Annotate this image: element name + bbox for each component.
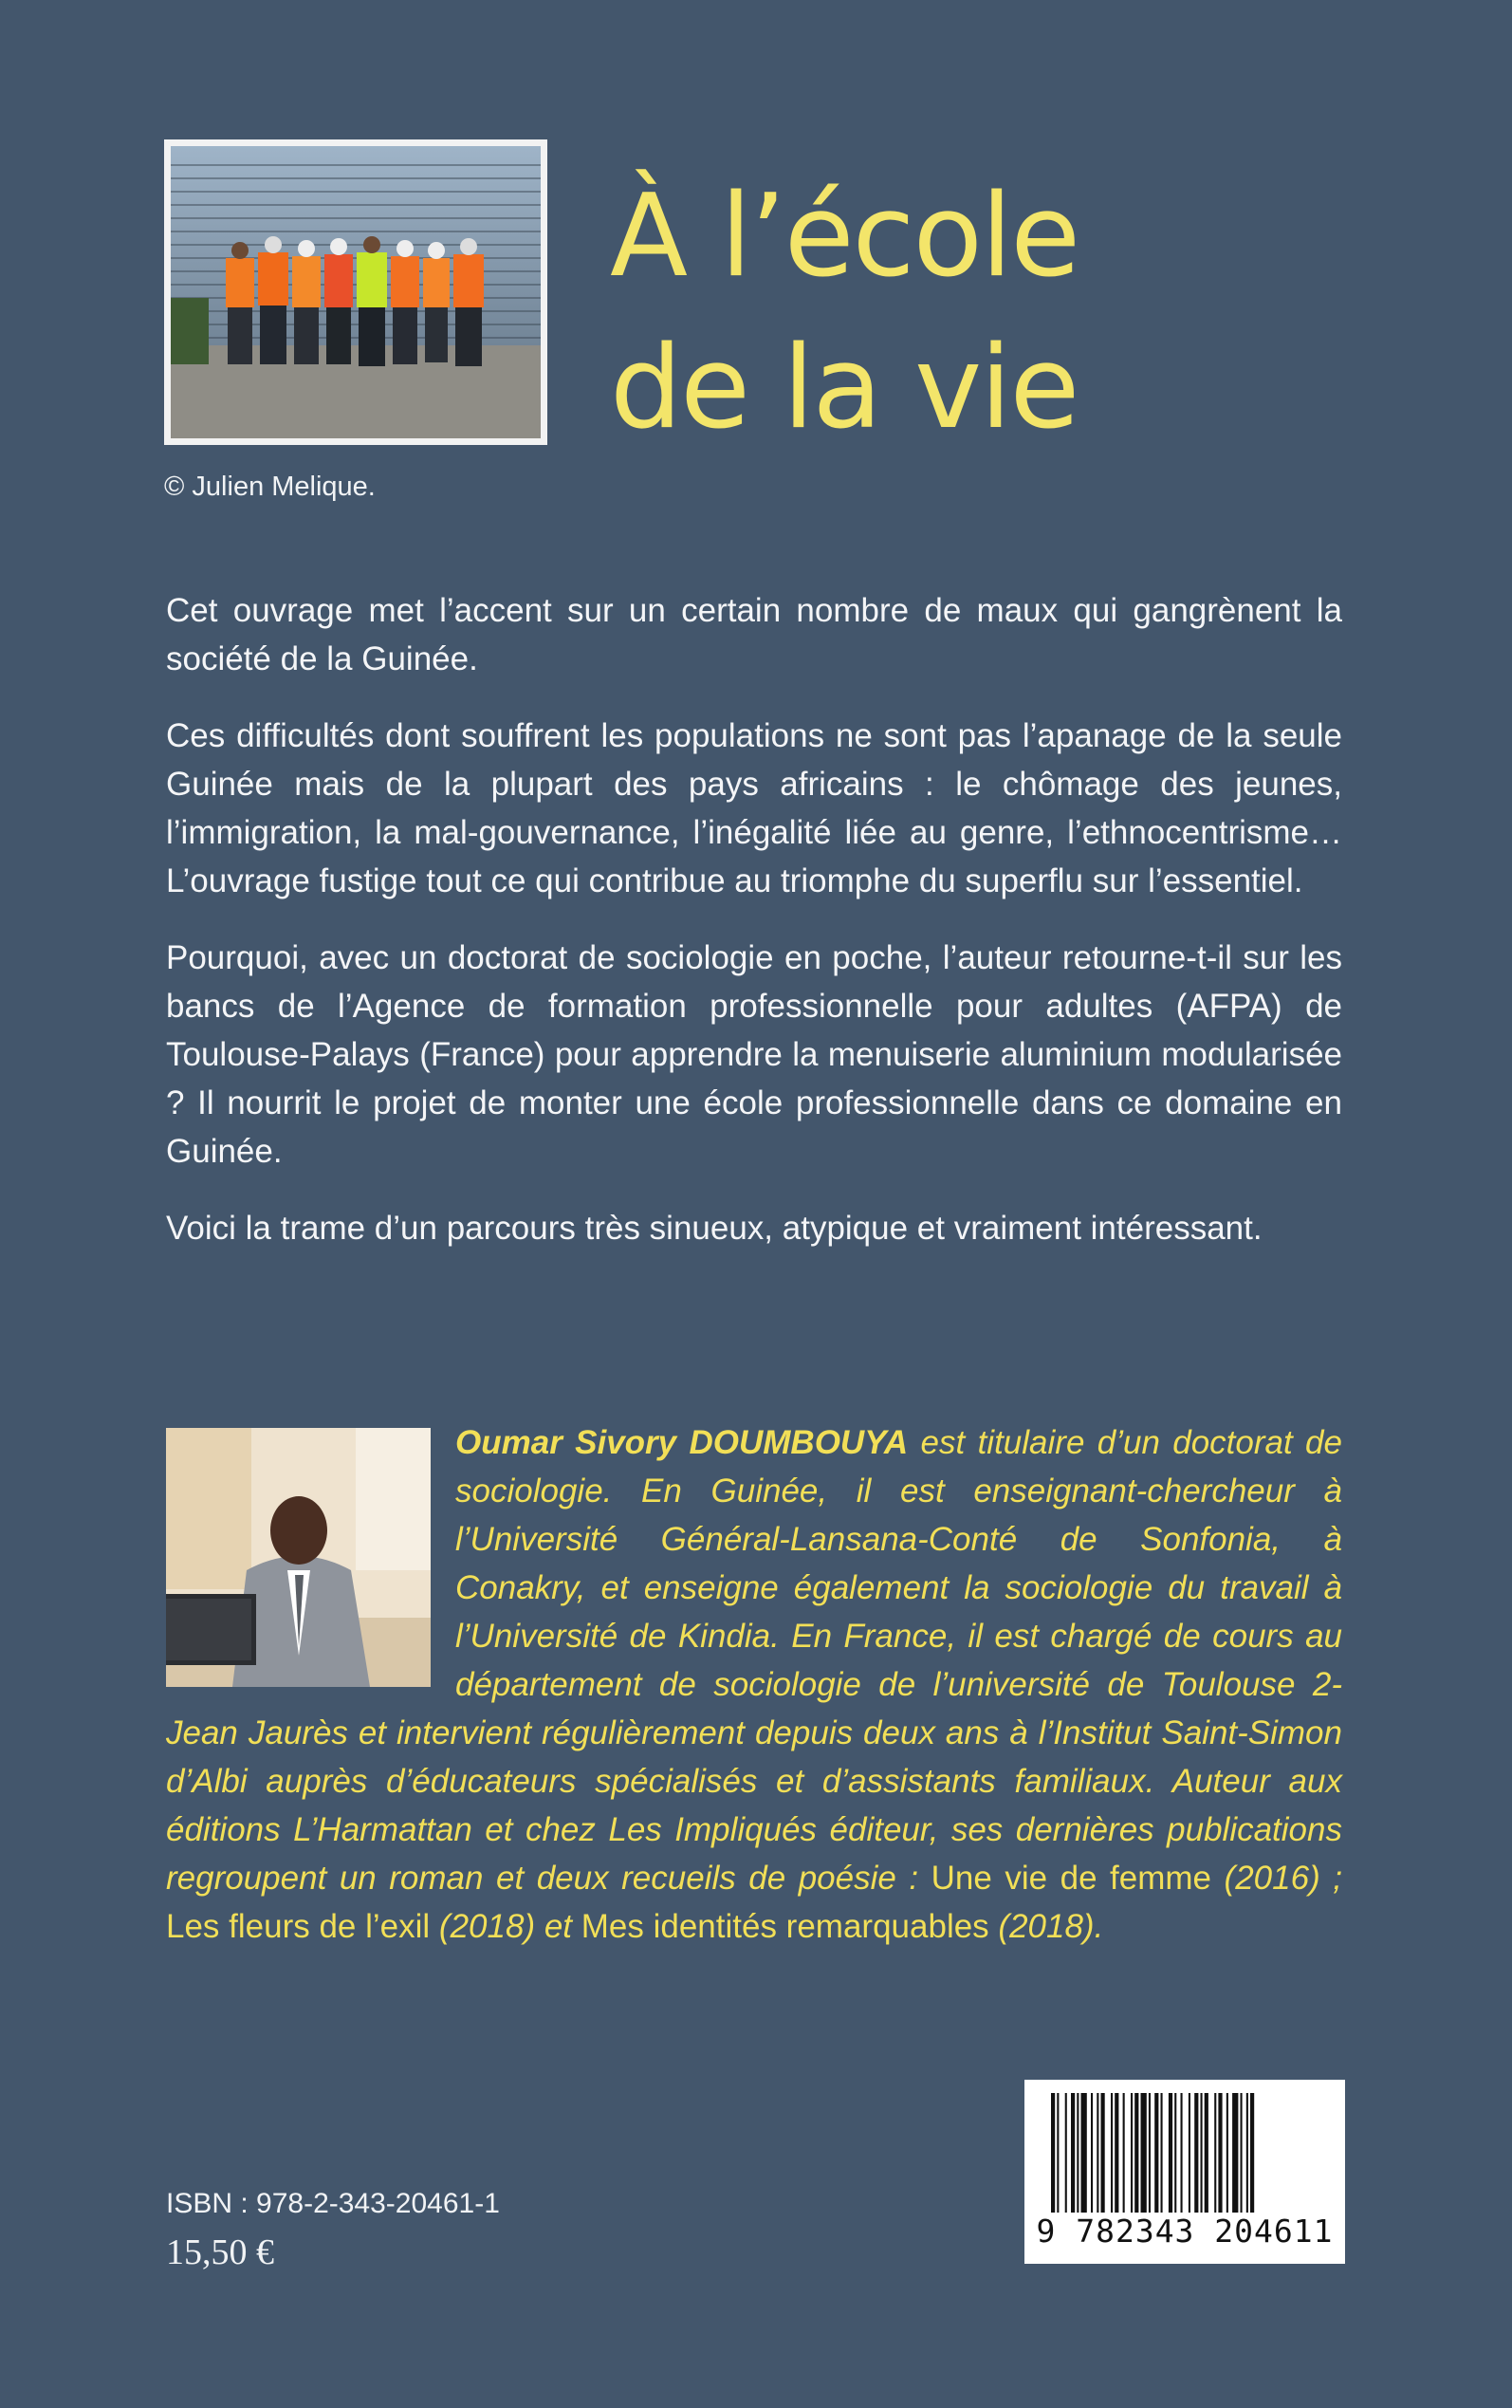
barcode-bar [1081, 2093, 1087, 2213]
author-photo-spacer [166, 1418, 455, 1703]
barcode-bar [1241, 2093, 1243, 2213]
barcode-bar [1141, 2093, 1147, 2213]
barcode-bar [1218, 2093, 1222, 2213]
barcode-bar [1051, 2093, 1055, 2213]
team-photo [164, 139, 547, 445]
barcode-bar [1232, 2093, 1238, 2213]
barcode-bars [1051, 2093, 1318, 2216]
barcode-bar [1111, 2093, 1113, 2213]
blurb-paragraph-3: Pourquoi, avec un doctorat de sociologie en poche, l’auteur retourne-t-il sur les bancs de l’Agence de formation professionnelle pour adultes (AFPA) de Toulouse-Palays (France) pour apprendre la menuiserie aluminium modularisée ? Il nourrit le projet de monter une école professionnelle dans ce domaine en Guinée. [166, 939, 1342, 1170]
barcode-bar [1181, 2093, 1183, 2213]
book-year-2: (2018) et [430, 1908, 581, 1945]
barcode-bar [1077, 2093, 1079, 2213]
price: 15,50 € [166, 2232, 274, 2272]
author-bio-text: est titulaire d’un doctorat de sociologie. En Guinée, il est enseignant-chercheur à l’Université Général-Lansana-Conté de Sonfonia, à Conakry, et enseigne également la sociologie du travail à l’Université de Kindia. En France, il est chargé de cours au département de sociologie de l’université de Toulouse 2-Jean Jaurès et intervient régulièrement depuis deux ans à l’Institut Saint-Simon d’Albi auprès d’éducateurs spécialisés et d’assistants familiaux. Auteur aux éditions L’Harmattan et chez Les Impliqués éditeur, ses dernières publications regroupent un roman et deux recueils de poésie : [166, 1424, 1342, 1897]
book-year-3: (2018). [988, 1908, 1104, 1945]
barcode-bar [1131, 2093, 1133, 2213]
barcode-bar [1246, 2093, 1248, 2213]
barcode-bar [1226, 2093, 1228, 2213]
barcode-bar [1194, 2093, 1198, 2213]
barcode-bar [1123, 2093, 1125, 2213]
barcode [1024, 2080, 1345, 2264]
barcode-bar [1161, 2093, 1163, 2213]
barcode-bar [1115, 2093, 1118, 2213]
isbn: ISBN : 978-2-343-20461-1 [166, 2188, 500, 2219]
blurb-paragraph-2: Ces difficultés dont souffrent les populations ne sont pas l’apanage de la seule Guinée mais de la plupart des pays africains : le chômage des jeunes, l’immigration, la mal-gouvernance, l’inégalité liée au genre, l’ethnocentrisme… L’ouvrage fustige tout ce qui contribue au triomphe du superflu sur l’essentiel. [166, 717, 1342, 899]
barcode-bar [1097, 2093, 1098, 2213]
barcode-bar [1065, 2093, 1067, 2213]
team-photo-image [171, 146, 541, 438]
book-title-3: Mes identités remarquables [581, 1908, 989, 1945]
title-line-2: de la vie [610, 323, 1079, 454]
barcode-digits: 9 782343 204611 [1036, 2213, 1334, 2250]
barcode-bar [1201, 2093, 1203, 2213]
barcode-bar [1169, 2093, 1172, 2213]
barcode-bar [1149, 2093, 1151, 2213]
barcode-bar [1189, 2093, 1190, 2213]
barcode-bar [1250, 2093, 1254, 2213]
barcode-bar [1154, 2093, 1158, 2213]
barcode-bar [1214, 2093, 1216, 2213]
barcode-bar [1101, 2093, 1105, 2213]
barcode-bar [1091, 2093, 1093, 2213]
book-title-2: Les fleurs de l’exil [166, 1908, 431, 1945]
book-title [610, 161, 1079, 465]
title-line-1: À l’école [610, 171, 1079, 303]
barcode-bar [1174, 2093, 1176, 2213]
author-name: Oumar Sivory DOUMBOUYA [455, 1424, 909, 1461]
barcode-bar [1205, 2093, 1208, 2213]
book-year-1: (2016) ; [1211, 1860, 1342, 1897]
author-bio [166, 1418, 1342, 1951]
blurb-paragraph-1: Cet ouvrage met l’accent sur un certain nombre de maux qui gangrènent la société de la Guinée. [166, 592, 1342, 677]
blurb-paragraph-4: Voici la trame d’un parcours très sinueux, atypique et vraiment intéressant. [166, 1210, 1263, 1247]
barcode-bar [1071, 2093, 1075, 2213]
barcode-bar [1057, 2093, 1059, 2213]
barcode-bar [1134, 2093, 1138, 2213]
book-title-1: Une vie de femme [931, 1860, 1212, 1897]
photo-credit: © Julien Melique. [164, 472, 376, 502]
blurb [166, 586, 1342, 1281]
